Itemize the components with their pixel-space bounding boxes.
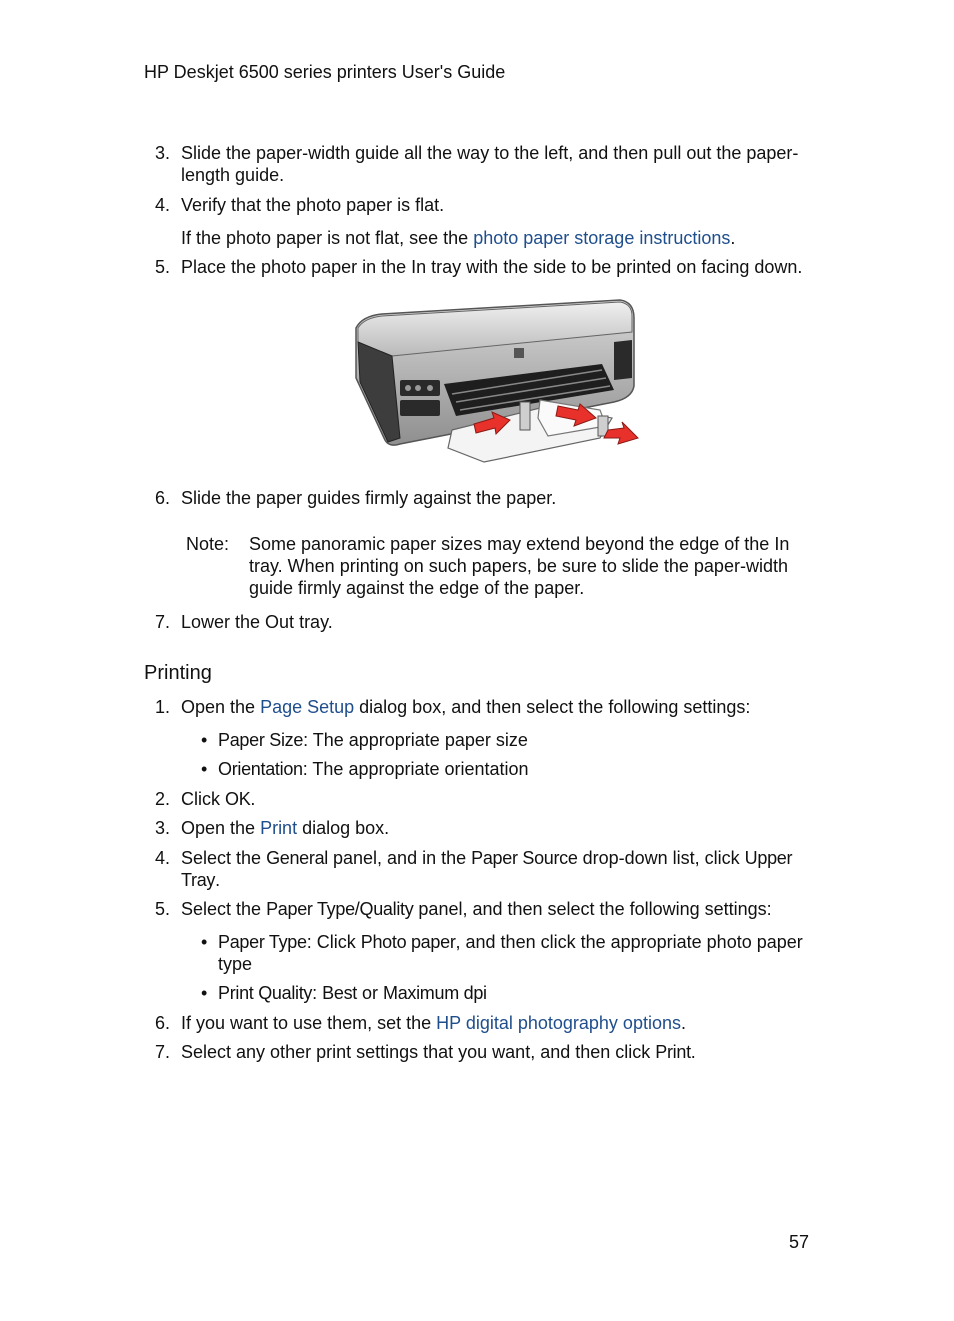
photo-paper-storage-link[interactable]: photo paper storage instructions	[473, 228, 731, 248]
bullet-orientation	[201, 758, 813, 780]
ui-term: OK	[225, 789, 251, 809]
bullet-paper-type	[201, 931, 813, 975]
text-run: panel, and then select the following settings:	[413, 899, 772, 919]
ui-term: Paper Type	[218, 932, 307, 952]
bullet-print-quality	[201, 982, 813, 1004]
step-number: 7.	[155, 1042, 171, 1062]
text-run: : The appropriate paper size	[303, 730, 528, 750]
text-run: .	[680, 1013, 686, 1033]
note-label: Note:	[186, 534, 230, 554]
section-title: Printing	[144, 662, 212, 684]
step-7	[155, 611, 815, 633]
ui-term: Print	[655, 1042, 691, 1062]
text-run: , and then click the appropriate photo paper type	[218, 932, 803, 974]
ui-term: Best	[322, 983, 357, 1003]
bullet-mark: •	[201, 730, 208, 750]
ui-term: Print Quality	[218, 983, 313, 1003]
step-number: 3.	[155, 143, 171, 163]
step-text: Lower the Out tray.	[181, 612, 333, 632]
step-number: 7.	[155, 612, 171, 632]
step-number: 4.	[155, 195, 171, 215]
step-6	[155, 487, 815, 509]
step-3	[155, 142, 815, 186]
step-text	[181, 817, 815, 839]
bullet-text	[218, 729, 813, 751]
step-text	[181, 1041, 815, 1063]
ui-term: Paper Source	[471, 848, 578, 868]
text-run: Open the	[181, 818, 261, 838]
hp-logo-icon	[514, 348, 524, 358]
step-number: 2.	[155, 789, 171, 809]
bullet-mark: •	[201, 983, 208, 1003]
ui-term: Maximum dpi	[383, 983, 487, 1003]
step-number: 5.	[155, 257, 171, 277]
hp-digital-photography-link[interactable]: HP digital photography options	[436, 1013, 681, 1033]
ui-term: General	[266, 848, 328, 868]
printing-step-7	[155, 1041, 815, 1063]
text-run: .	[730, 228, 736, 248]
step-text: Slide the paper guides firmly against the paper.	[181, 488, 557, 508]
step-text	[181, 696, 815, 718]
text-run: If you want to use them, set the	[181, 1013, 437, 1033]
text-run: Open the	[181, 697, 261, 717]
text-run: or	[356, 983, 383, 1003]
text-run: : The appropriate orientation	[302, 759, 529, 779]
note-text: Some panoramic paper sizes may extend beyond the edge of the In tray. When printing on such papers, be sure to slide the paper-width guide firmly against the edge of the paper.	[249, 534, 790, 598]
step-number: 6.	[155, 1013, 171, 1033]
bullet-text	[218, 982, 813, 1004]
text-run: .	[250, 789, 256, 809]
text-run: : Click	[306, 932, 361, 952]
bullet-paper-size	[201, 729, 813, 751]
text-run: dialog box.	[297, 818, 390, 838]
printing-step-4	[155, 847, 815, 891]
ui-term: Photo paper	[360, 932, 456, 952]
text-run: dialog box, and then select the following settings:	[354, 697, 751, 717]
step-number: 3.	[155, 818, 171, 838]
printer-illustration	[352, 298, 642, 466]
text-run: Select the	[181, 899, 267, 919]
step-number: 5.	[155, 899, 171, 919]
page-setup-link[interactable]: Page Setup	[260, 697, 355, 717]
page-number: 57	[789, 1232, 810, 1252]
step-text: Slide the paper-width guide all the way to the left, and then pull out the paper-length guide.	[181, 143, 799, 185]
printing-step-3	[155, 817, 815, 839]
bullet-mark: •	[201, 932, 208, 952]
printing-step-1	[155, 696, 815, 718]
step-5	[155, 256, 815, 278]
text-run: Click	[181, 789, 225, 809]
print-dialog-link[interactable]: Print	[260, 818, 298, 838]
text-run: If the photo paper is not flat, see the	[181, 228, 474, 248]
ui-term: Orientation	[218, 759, 303, 779]
text-run: Select the	[181, 848, 267, 868]
step-4	[155, 194, 815, 216]
text-run: .	[690, 1042, 696, 1062]
step-text	[181, 847, 815, 891]
bullet-text	[218, 931, 813, 975]
text-run: drop-down list, click	[577, 848, 745, 868]
step-text	[181, 1012, 815, 1034]
printing-step-6	[155, 1012, 815, 1034]
text-run: panel, and in the	[328, 848, 472, 868]
step-number: 6.	[155, 488, 171, 508]
step-number: 4.	[155, 848, 171, 868]
ui-term: Upper Tray	[181, 848, 793, 890]
page-header: HP Deskjet 6500 series printers User's Guide	[144, 62, 506, 82]
step-text: Verify that the photo paper is flat.	[181, 195, 445, 215]
step-4-detail	[181, 227, 811, 249]
text-run: Select any other print settings that you want, and then click	[181, 1042, 656, 1062]
bullet-mark: •	[201, 759, 208, 779]
ui-term: Paper Size	[218, 730, 304, 750]
step-text	[181, 788, 815, 810]
step-text	[181, 898, 815, 920]
printing-step-5	[155, 898, 815, 920]
step-number: 1.	[155, 697, 171, 717]
text-run: .	[215, 870, 221, 890]
bullet-text	[218, 758, 813, 780]
ui-term: Paper Type/Quality	[266, 899, 414, 919]
arrow-icon	[604, 422, 638, 444]
step-text: Place the photo paper in the In tray with the side to be printed on facing down.	[181, 257, 803, 277]
text-run: :	[312, 983, 323, 1003]
printing-step-2	[155, 788, 815, 810]
